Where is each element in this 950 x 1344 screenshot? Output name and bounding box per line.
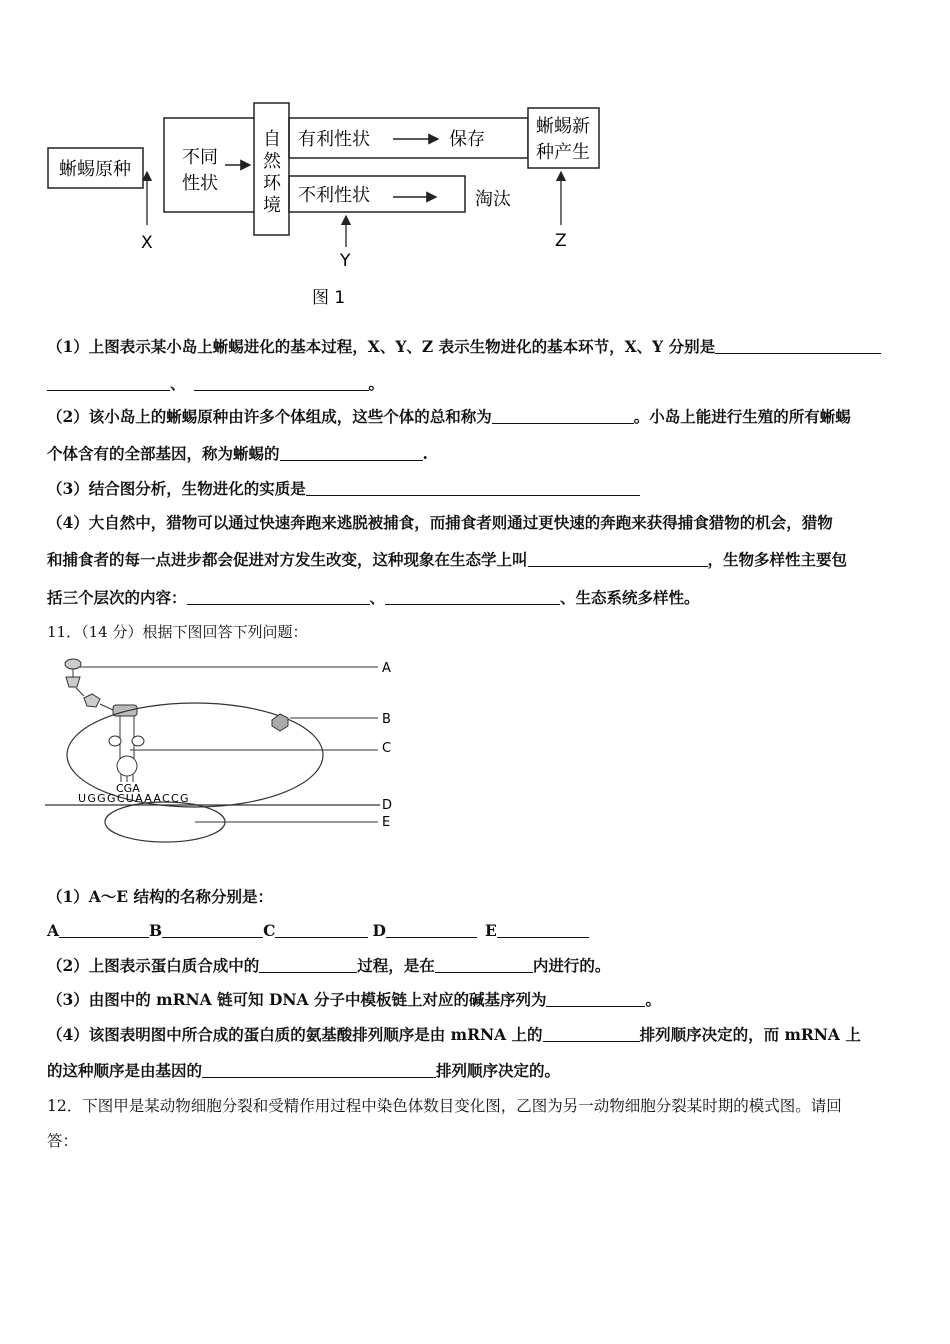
label-c: C xyxy=(382,741,392,756)
label-b: B xyxy=(382,712,391,727)
answer-blank[interactable] xyxy=(280,444,423,461)
label-y: Y xyxy=(340,251,351,271)
q10-part1: （1）上图表示某小岛上蜥蜴进化的基本过程，X、Y、Z 表示生物进化的基本环节，X、Y 分别是 xyxy=(47,336,881,358)
q12-line2: 答： xyxy=(47,1132,79,1150)
svg-text:然: 然 xyxy=(263,151,281,172)
label-d: D xyxy=(382,798,393,813)
answer-blank[interactable] xyxy=(385,588,560,605)
q12-line1: 12．下图甲是某动物细胞分裂和受精作用过程中染色体数目变化图，乙图为另一动物细胞分裂某时期的模式图。请回 xyxy=(47,1097,842,1115)
answer-blank[interactable] xyxy=(162,921,263,938)
answer-blank[interactable] xyxy=(275,921,368,938)
q10-part4: （4）大自然中，猎物可以通过快速奔跑来逃脱被捕食，而捕食者则通过更快速的奔跑来获得捕食猎物的机会，猎物 xyxy=(47,513,833,532)
answer-blank[interactable] xyxy=(546,990,645,1007)
evolution-diagram xyxy=(0,0,950,320)
svg-text:蜥蜴新: 蜥蜴新 xyxy=(536,116,590,137)
answer-blank[interactable] xyxy=(528,550,708,567)
save-label: 保存 xyxy=(449,129,485,150)
answer-blank[interactable] xyxy=(59,921,149,938)
label-a: A xyxy=(382,661,391,676)
label-e: E xyxy=(382,815,391,830)
eliminate-label: 淘汰 xyxy=(475,189,511,210)
favorable-traits-label: 有利性状 xyxy=(298,129,370,150)
traits-label-2: 性状 xyxy=(182,173,218,194)
unfavorable-traits-label: 不利性状 xyxy=(298,185,370,206)
original-species-label: 蜥蜴原种 xyxy=(59,159,131,180)
label-z: Z xyxy=(555,231,567,251)
answer-blank[interactable] xyxy=(715,337,881,354)
answer-blank[interactable] xyxy=(202,1061,436,1078)
mrna-sequence: UGGGCUAAACCG xyxy=(78,792,190,805)
anticodon: CGA xyxy=(116,782,140,795)
q10-part4-cont: 和捕食者的每一点进步都会促进对方发生改变，这种现象在生态学上叫 ，生物多样性主要包 xyxy=(47,550,848,569)
q11-part4: （4）该图表明图中所合成的蛋白质的氨基酸排列顺序是由 mRNA 上的 排列顺序决定的，而 mRNA 上 xyxy=(47,1025,861,1044)
q11-title: 11．（14 分）根据下图回答下列问题： xyxy=(47,623,308,641)
figure-caption: 图 1 xyxy=(312,288,346,308)
answer-blank[interactable] xyxy=(259,956,357,973)
q10-part2: （2）该小岛上的蜥蜴原种由许多个体组成，这些个体的总和称为 。小岛上能进行生殖的所有蜥蜴 xyxy=(47,407,851,426)
answer-blank[interactable] xyxy=(386,921,477,938)
q11-part4-cont: 的这种顺序是由基因的 排列顺序决定的。 xyxy=(47,1061,561,1080)
traits-label-1: 不同 xyxy=(182,147,218,168)
answer-blank[interactable] xyxy=(306,479,640,496)
answer-blank[interactable] xyxy=(497,921,589,938)
svg-text:环: 环 xyxy=(263,173,281,194)
svg-text:种产生: 种产生 xyxy=(536,142,590,163)
answer-blank[interactable] xyxy=(194,374,369,391)
answer-blank[interactable] xyxy=(492,407,634,424)
q10-part1-cont: 、 。 xyxy=(47,373,384,395)
answer-blank[interactable] xyxy=(435,956,533,973)
answer-blank[interactable] xyxy=(187,588,370,605)
answer-blank[interactable] xyxy=(543,1025,640,1042)
q11-part1: （1）A～E 结构的名称分别是： xyxy=(47,887,274,906)
translation-diagram xyxy=(40,650,420,865)
q10-part3: （3）结合图分析，生物进化的实质是 xyxy=(47,478,640,500)
answer-blank[interactable] xyxy=(47,374,170,391)
svg-text:自: 自 xyxy=(263,129,281,150)
q11-part1-answers: A B C D E xyxy=(47,920,589,942)
q10-part2-cont: 个体含有的全部基因，称为蜥蜴的 . xyxy=(47,444,428,463)
q11-part2: （2）上图表示蛋白质合成中的 过程，是在 内进行的。 xyxy=(47,956,611,975)
label-x: X xyxy=(141,233,153,253)
svg-text:境: 境 xyxy=(263,195,281,216)
q10-part4-cont2: 括三个层次的内容： 、 、生态系统多样性。 xyxy=(47,588,700,607)
q11-part3: （3）由图中的 mRNA 链可知 DNA 分子中模板链上对应的碱基序列为 。 xyxy=(47,990,661,1009)
